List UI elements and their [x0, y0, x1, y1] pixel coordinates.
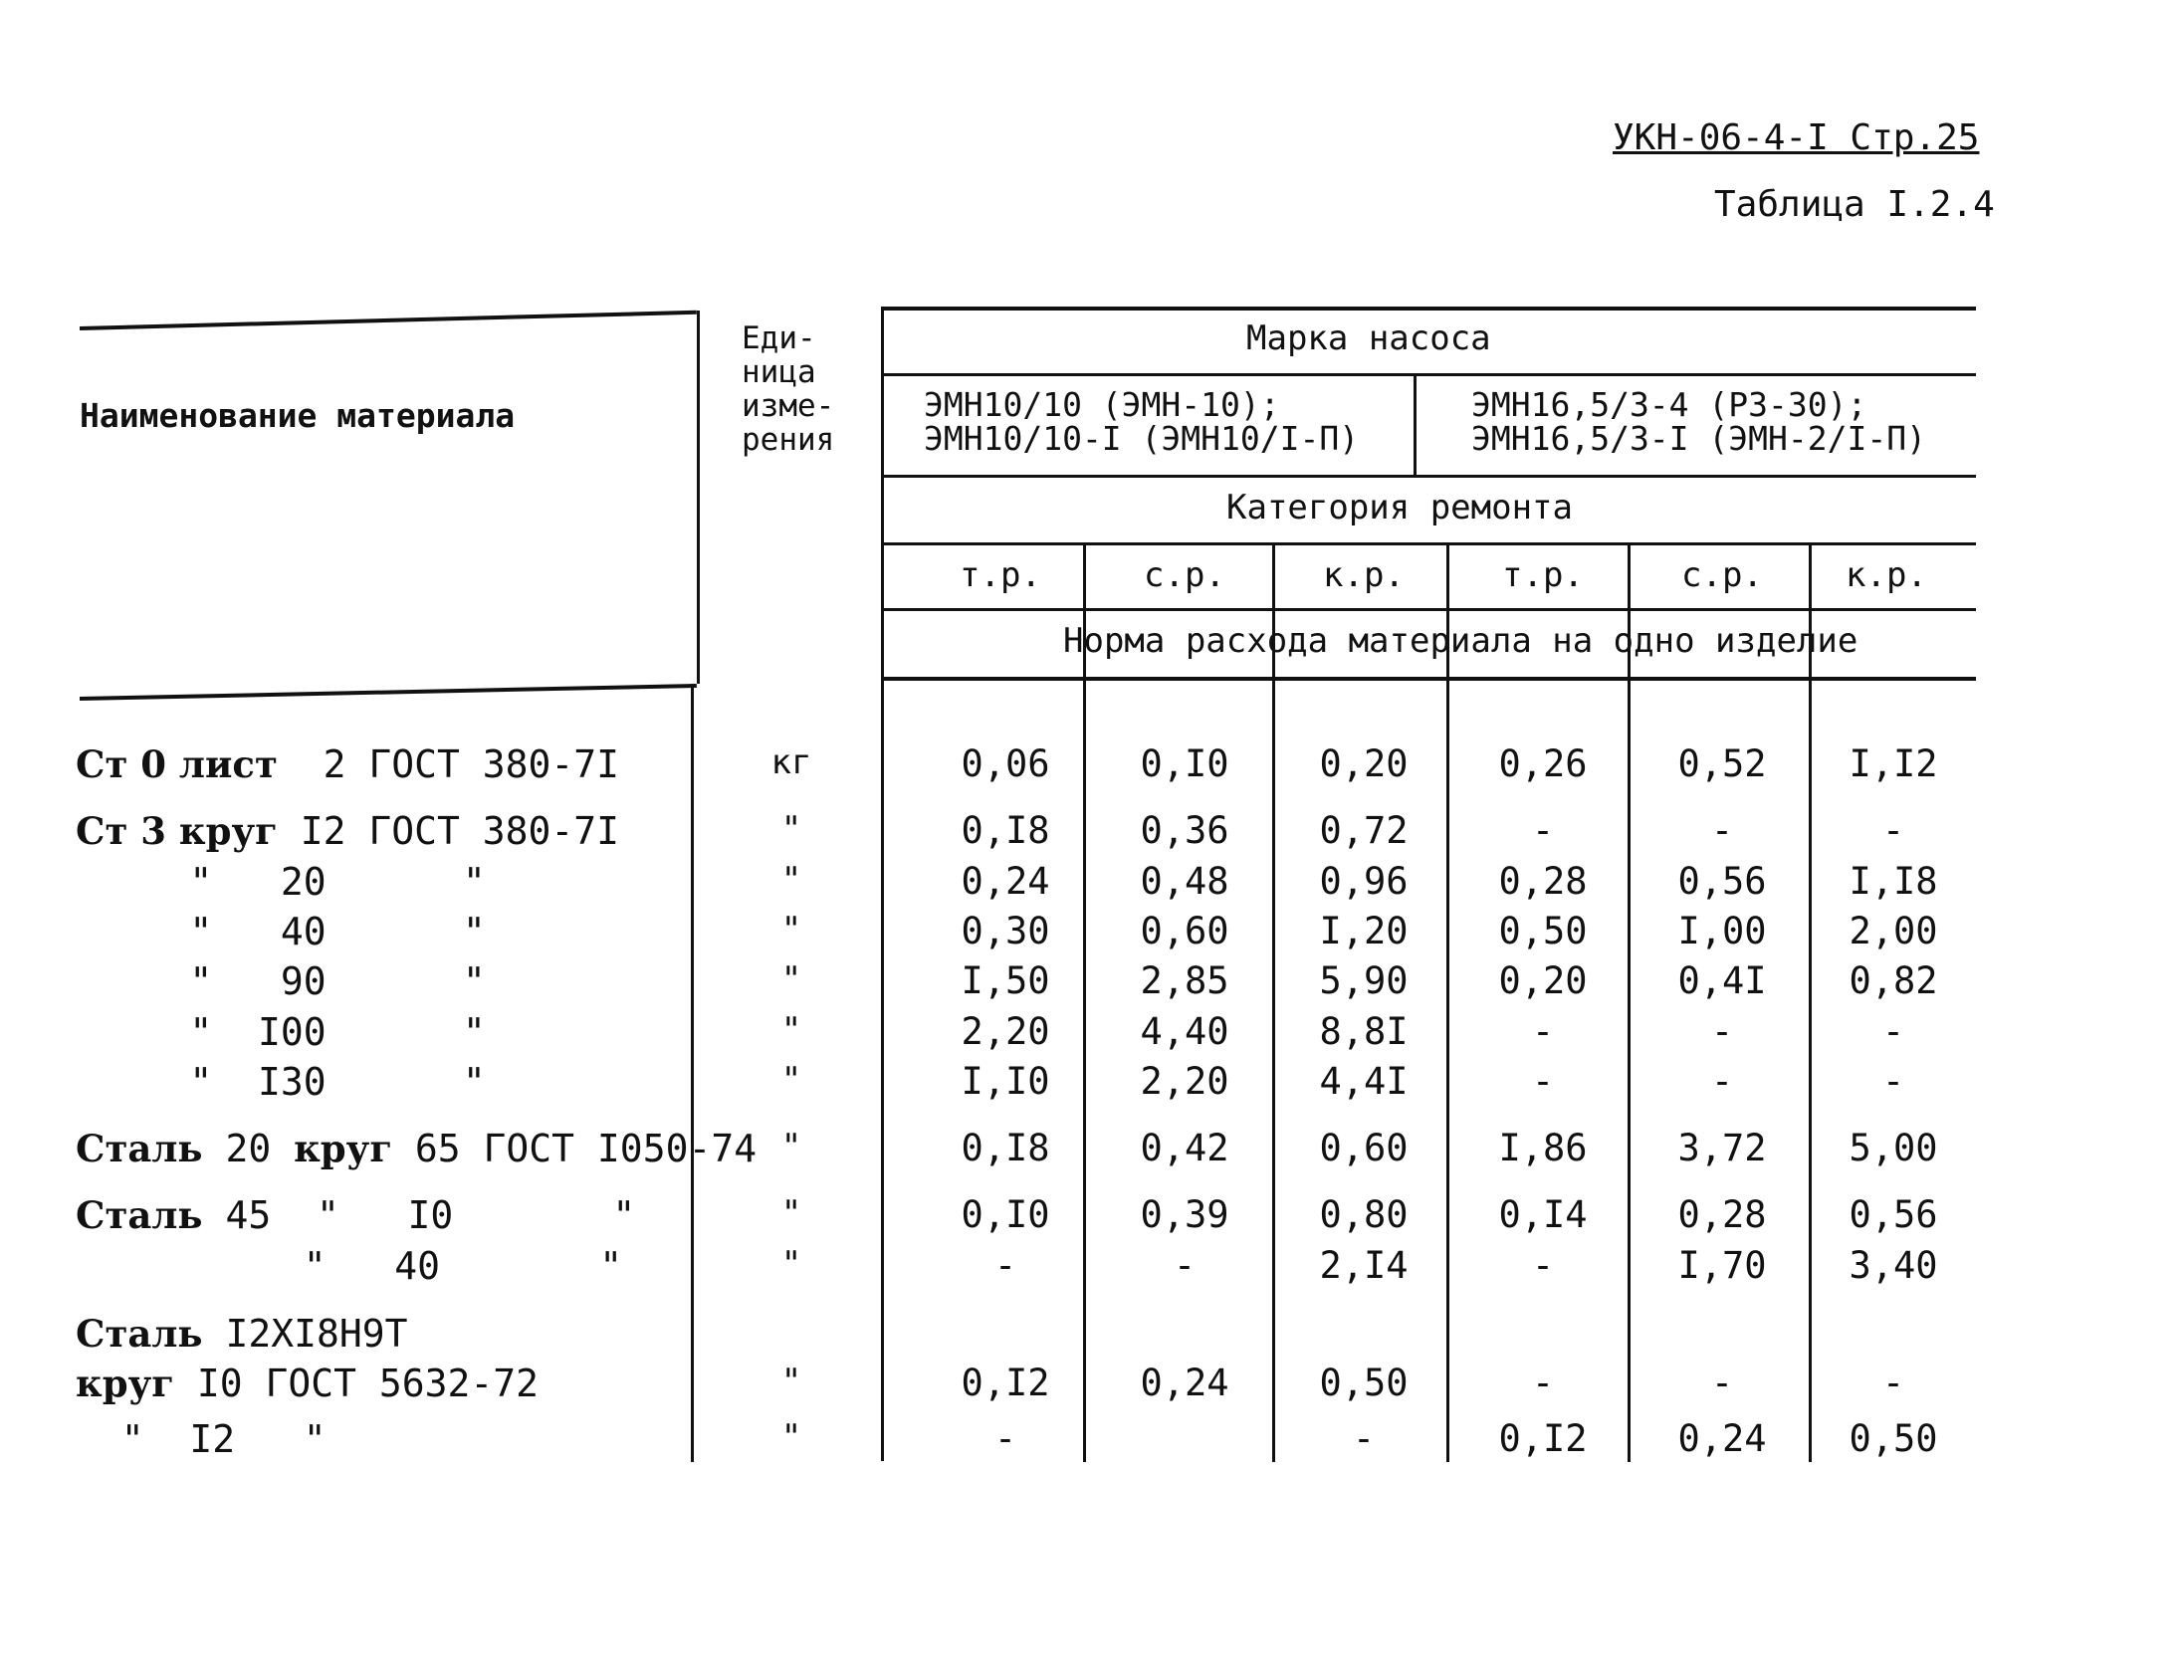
material-name-part: круг — [294, 1127, 393, 1170]
value-cell: I,00 — [1677, 910, 1767, 952]
material-name — [76, 1312, 407, 1356]
value-cell: 0,72 — [1319, 809, 1409, 852]
header-category-tr-b: т.р. — [1502, 555, 1584, 595]
value-cell: 0,39 — [1140, 1193, 1229, 1236]
value-cell: 0,56 — [1677, 860, 1767, 903]
value-cell: 0,60 — [1140, 910, 1229, 952]
value-cell: 2,20 — [961, 1010, 1050, 1053]
value-cell: I,I0 — [961, 1060, 1050, 1103]
value-cell: - — [993, 1417, 1017, 1460]
pump-b-line: ЭМН16,5/3-I (ЭМН-2/I-П) — [1471, 419, 1926, 458]
divider-col-1 — [1083, 542, 1086, 1462]
unit-cell: " — [780, 1010, 802, 1050]
material-name — [76, 1127, 757, 1170]
value-cell: - — [1881, 1060, 1905, 1103]
value-cell: - — [993, 1244, 1017, 1287]
unit-cell: " — [780, 910, 802, 949]
table-number: Таблица I.2.4 — [1714, 184, 1995, 225]
header-bottom-rule-right — [881, 677, 1976, 681]
value-cell: 0,28 — [1677, 1193, 1767, 1236]
material-name-part: круг — [76, 1362, 174, 1405]
material-name-part: Сталь — [76, 1312, 203, 1356]
material-name-part: " 90 " — [76, 959, 486, 1003]
value-cell: 0,28 — [1498, 860, 1588, 903]
value-cell: 4,40 — [1140, 1010, 1229, 1053]
value-cell: 2,20 — [1140, 1060, 1229, 1103]
header-sub-rule-models — [881, 475, 1976, 478]
header-repair-category: Категория ремонта — [1226, 488, 1573, 527]
value-cell: - — [1531, 809, 1555, 852]
value-cell: 0,60 — [1319, 1127, 1409, 1169]
material-name-part: I0 ГОСТ 5632-72 — [173, 1362, 539, 1405]
material-name-part: " 20 " — [76, 860, 486, 904]
material-name — [76, 959, 486, 1003]
material-name-part: " 40 " — [76, 1244, 623, 1288]
value-cell: - — [1531, 1060, 1555, 1103]
value-cell: 0,26 — [1498, 742, 1588, 785]
value-cell: 0,36 — [1140, 809, 1229, 852]
unit-cell: кг — [770, 742, 812, 782]
material-name — [76, 860, 486, 904]
header-unit-line: изме- — [742, 388, 835, 424]
value-cell: 0,I0 — [1140, 742, 1229, 785]
value-cell: - — [1881, 809, 1905, 852]
material-name — [76, 1060, 486, 1104]
header-top-rule-left — [80, 311, 697, 330]
material-name-part: Сталь — [76, 1193, 203, 1237]
value-cell: - — [1710, 1010, 1734, 1053]
material-name-part: " 40 " — [76, 910, 486, 953]
value-cell: - — [1881, 1362, 1905, 1404]
value-cell: 3,72 — [1677, 1127, 1767, 1169]
value-cell: 2,85 — [1140, 959, 1229, 1002]
header-unit-of-measure — [742, 321, 834, 457]
value-cell: - — [1531, 1244, 1555, 1287]
value-cell: 0,96 — [1319, 860, 1409, 903]
divider-col-3 — [1446, 542, 1449, 1462]
value-cell: 0,24 — [961, 860, 1050, 903]
material-name-part: Ст 0 лист — [76, 742, 278, 786]
material-name-part: 2 ГОСТ 380-7I — [277, 742, 620, 786]
material-name-part: " I00 " — [76, 1010, 486, 1054]
divider-col-5 — [1809, 542, 1812, 1462]
material-name-part: I2 ГОСТ 380-7I — [277, 809, 620, 853]
unit-cell: " — [780, 860, 802, 900]
header-top-rule-right — [881, 307, 1976, 311]
material-name-part: Ст 3 круг — [76, 809, 278, 853]
header-category-sr-b: с.р. — [1681, 555, 1763, 595]
material-name-part: Сталь — [76, 1127, 203, 1170]
material-name — [76, 1417, 327, 1461]
header-sub-rule-pumps — [881, 373, 1976, 376]
material-name — [76, 1010, 486, 1054]
value-cell: 0,52 — [1677, 742, 1767, 785]
value-cell: 0,20 — [1319, 742, 1409, 785]
value-cell: I,86 — [1498, 1127, 1588, 1169]
value-cell: 0,06 — [961, 742, 1050, 785]
pump-a-line: ЭМН10/10-I (ЭМН10/I-П) — [924, 419, 1360, 458]
value-cell: 0,50 — [1319, 1362, 1409, 1404]
material-name-part: 65 ГОСТ I050-74 — [392, 1127, 758, 1170]
value-cell: 0,56 — [1849, 1193, 1938, 1236]
header-pump-a — [924, 385, 1360, 458]
value-cell: 3,40 — [1849, 1244, 1938, 1287]
value-cell: - — [1173, 1244, 1197, 1287]
unit-cell: " — [780, 1193, 802, 1233]
material-name-part: 45 " I0 " — [202, 1193, 636, 1237]
divider-name-unit-body — [691, 684, 694, 1462]
document-code: УКН-06-4-I Стр.25 — [1613, 117, 1980, 158]
header-unit-line: рения — [742, 422, 835, 458]
value-cell: 8,8I — [1319, 1010, 1409, 1053]
value-cell: 0,I2 — [961, 1362, 1050, 1404]
header-pump-b — [1471, 385, 1926, 458]
material-name — [76, 1362, 539, 1405]
material-name — [76, 1244, 622, 1288]
value-cell: I,I2 — [1849, 742, 1938, 785]
unit-cell: " — [780, 1417, 802, 1457]
header-unit-line: ница — [742, 354, 816, 390]
value-cell: 2,00 — [1849, 910, 1938, 952]
value-cell: - — [1710, 1362, 1734, 1404]
header-category-tr-a: т.р. — [960, 555, 1041, 595]
value-cell: - — [1531, 1362, 1555, 1404]
value-cell: 0,48 — [1140, 860, 1229, 903]
pump-b-line: ЭМН16,5/3-4 (Р3-30); — [1471, 385, 1867, 424]
value-cell: 0,I4 — [1498, 1193, 1588, 1236]
value-cell: 0,I0 — [961, 1193, 1050, 1236]
divider-pump-groups — [1414, 373, 1417, 477]
value-cell: I,70 — [1677, 1244, 1767, 1287]
value-cell: 0,4I — [1677, 959, 1767, 1002]
value-cell: I,50 — [961, 959, 1050, 1002]
value-cell: 0,24 — [1140, 1362, 1229, 1404]
material-name-part: " I2 " — [76, 1417, 327, 1461]
material-name-part: " I30 " — [76, 1060, 486, 1104]
header-bottom-rule-left — [80, 684, 697, 701]
unit-cell: " — [780, 1244, 802, 1284]
material-name — [76, 1193, 635, 1237]
unit-cell: " — [780, 959, 802, 999]
header-pump-brand: Марка насоса — [1246, 318, 1491, 358]
material-name-part: 20 — [202, 1127, 295, 1170]
unit-cell: " — [780, 809, 802, 849]
unit-cell: " — [780, 1127, 802, 1166]
pump-a-line: ЭМН10/10 (ЭМН-10); — [924, 385, 1280, 424]
header-unit-line: Еди- — [742, 320, 816, 356]
value-cell: I,I8 — [1849, 860, 1938, 903]
value-cell: I,20 — [1319, 910, 1409, 952]
material-name — [76, 742, 619, 786]
value-cell: 0,20 — [1498, 959, 1588, 1002]
value-cell: 5,00 — [1849, 1127, 1938, 1169]
value-cell: - — [1710, 1060, 1734, 1103]
header-category-sr-a: с.р. — [1144, 555, 1225, 595]
unit-cell: " — [780, 1060, 802, 1100]
value-cell: 4,4I — [1319, 1060, 1409, 1103]
value-cell: 0,50 — [1498, 910, 1588, 952]
value-cell: 0,80 — [1319, 1193, 1409, 1236]
header-category-kr-a: к.р. — [1323, 555, 1405, 595]
unit-cell: " — [780, 1362, 802, 1401]
header-sub-rule-columns — [881, 608, 1976, 611]
divider-col-4 — [1628, 542, 1631, 1462]
value-cell: 0,30 — [961, 910, 1050, 952]
value-cell: - — [1531, 1010, 1555, 1053]
value-cell: - — [1881, 1010, 1905, 1053]
material-name — [76, 809, 619, 853]
material-name-part: I2XI8H9T — [202, 1312, 408, 1356]
material-name — [76, 910, 486, 953]
value-cell: 0,I8 — [961, 809, 1050, 852]
header-norm: Норма расхода материала на одно изделие — [1063, 621, 1858, 661]
value-cell: - — [1352, 1417, 1376, 1460]
value-cell: 0,I2 — [1498, 1417, 1588, 1460]
header-sub-rule-category — [881, 542, 1976, 545]
divider-col-2 — [1272, 542, 1275, 1462]
header-material-name: Наименование материала — [80, 396, 516, 435]
header-category-kr-b: к.р. — [1846, 555, 1927, 595]
divider-unit-values — [881, 309, 884, 1461]
value-cell: 0,42 — [1140, 1127, 1229, 1169]
value-cell: 0,I8 — [961, 1127, 1050, 1169]
value-cell: 0,50 — [1849, 1417, 1938, 1460]
value-cell: 5,90 — [1319, 959, 1409, 1002]
value-cell: 0,82 — [1849, 959, 1938, 1002]
value-cell: 0,24 — [1677, 1417, 1767, 1460]
value-cell: 2,I4 — [1319, 1244, 1409, 1287]
divider-name-unit — [697, 311, 700, 684]
value-cell: - — [1710, 809, 1734, 852]
